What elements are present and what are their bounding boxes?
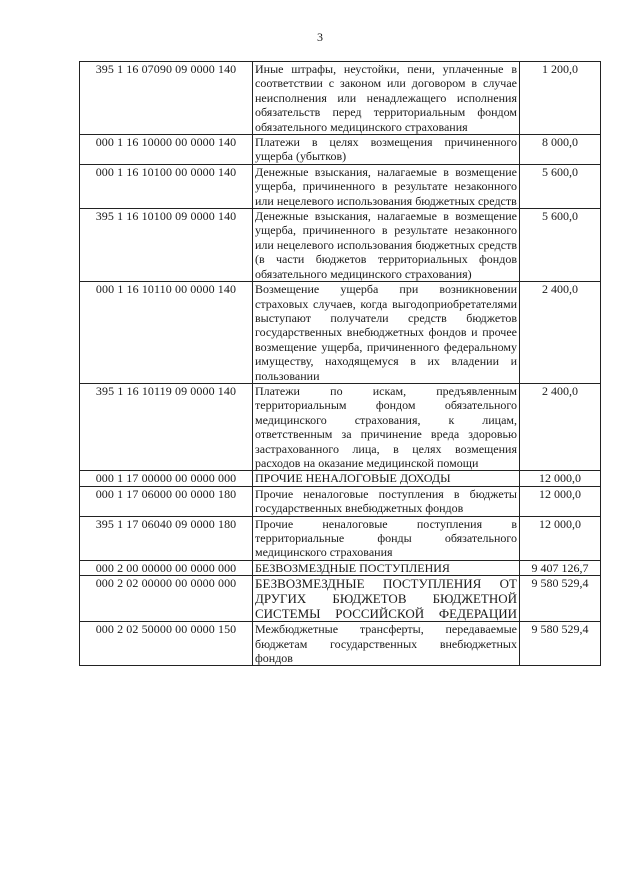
budget-code-cell: 395 1 16 10119 09 0000 140: [80, 383, 253, 470]
table-row: [80, 135, 601, 165]
revenue-name-cell: Иные штрафы, неустойки, пени, уплаченные в соответствии с законом или договором в случае неисполнения или ненадлежащего исполнения обязательств перед территориальным фондом обязательного медицинского страхования: [253, 62, 520, 135]
amount-cell: 2 400,0: [520, 383, 601, 470]
table-row: [80, 622, 601, 666]
revenue-name-cell: БЕЗВОЗМЕЗДНЫЕ ПОСТУПЛЕНИЯ ОТ ДРУГИХ БЮДЖЕТОВ БЮДЖЕТНОЙ СИСТЕМЫ РОССИЙСКОЙ ФЕДЕРАЦИИ: [253, 576, 520, 622]
table-row: [80, 471, 601, 486]
budget-code-cell: 395 1 17 06040 09 0000 180: [80, 516, 253, 560]
budget-code-cell: 395 1 16 10100 09 0000 140: [80, 209, 253, 282]
revenue-name-cell: Межбюджетные трансферты, передаваемые бюджетам государственных внебюджетных фондов: [253, 622, 520, 666]
budget-code-cell: 000 1 17 00000 00 0000 000: [80, 471, 253, 486]
table-row: [80, 560, 601, 575]
amount-cell: 1 200,0: [520, 62, 601, 135]
budget-code-cell: 000 1 16 10000 00 0000 140: [80, 135, 253, 165]
amount-cell: 5 600,0: [520, 164, 601, 208]
revenue-name-cell: Денежные взыскания, налагаемые в возмещение ущерба, причиненного в результате незаконного или нецелевого использования бюджетных средств (в части бюджетов территориальных фондов обязательного медицинского страхования): [253, 209, 520, 282]
amount-cell: 5 600,0: [520, 209, 601, 282]
table-row: [80, 282, 601, 384]
table-row: [80, 383, 601, 470]
amount-cell: 9 407 126,7: [520, 560, 601, 575]
revenue-name-cell: БЕЗВОЗМЕЗДНЫЕ ПОСТУПЛЕНИЯ: [253, 560, 520, 575]
amount-cell: 9 580 529,4: [520, 576, 601, 622]
amount-cell: 8 000,0: [520, 135, 601, 165]
page-number: 3: [317, 30, 323, 44]
table-row: [80, 209, 601, 282]
budget-code-cell: 395 1 16 07090 09 0000 140: [80, 62, 253, 135]
budget-revenue-table: [79, 61, 601, 666]
budget-code-cell: 000 1 17 06000 00 0000 180: [80, 486, 253, 516]
table-row: [80, 62, 601, 135]
revenue-name-cell: Прочие неналоговые поступления в территориальные фонды обязательного медицинского страхования: [253, 516, 520, 560]
revenue-name-cell: Возмещение ущерба при возникновении страховых случаев, когда выгодоприобретателями выступают получатели средств бюджетов государственных внебюджетных фондов и прочее возмещение ущерба, причиненного федеральному имуществу, находящемуся в их владении и пользовании: [253, 282, 520, 384]
amount-cell: 12 000,0: [520, 471, 601, 486]
table-row: [80, 516, 601, 560]
amount-cell: 12 000,0: [520, 516, 601, 560]
budget-code-cell: 000 2 02 00000 00 0000 000: [80, 576, 253, 622]
revenue-name-cell: Прочие неналоговые поступления в бюджеты государственных внебюджетных фондов: [253, 486, 520, 516]
table-row: [80, 486, 601, 516]
revenue-name-cell: Платежи по искам, предъявленным территориальным фондом обязательного медицинского страхования, к лицам, ответственным за причинение вреда здоровью застрахованного лица, в целях возмещения расходов на оказание медицинской помощи: [253, 383, 520, 470]
table-row: [80, 576, 601, 622]
budget-code-cell: 000 1 16 10100 00 0000 140: [80, 164, 253, 208]
revenue-name-cell: Платежи в целях возмещения причиненного ущерба (убытков): [253, 135, 520, 165]
budget-code-cell: 000 2 02 50000 00 0000 150: [80, 622, 253, 666]
table-row: [80, 164, 601, 208]
revenue-name-cell: Денежные взыскания, налагаемые в возмещение ущерба, причиненного в результате незаконного или нецелевого использования бюджетных средств: [253, 164, 520, 208]
amount-cell: 2 400,0: [520, 282, 601, 384]
amount-cell: 12 000,0: [520, 486, 601, 516]
revenue-name-cell: ПРОЧИЕ НЕНАЛОГОВЫЕ ДОХОДЫ: [253, 471, 520, 486]
budget-code-cell: 000 2 00 00000 00 0000 000: [80, 560, 253, 575]
budget-code-cell: 000 1 16 10110 00 0000 140: [80, 282, 253, 384]
amount-cell: 9 580 529,4: [520, 622, 601, 666]
